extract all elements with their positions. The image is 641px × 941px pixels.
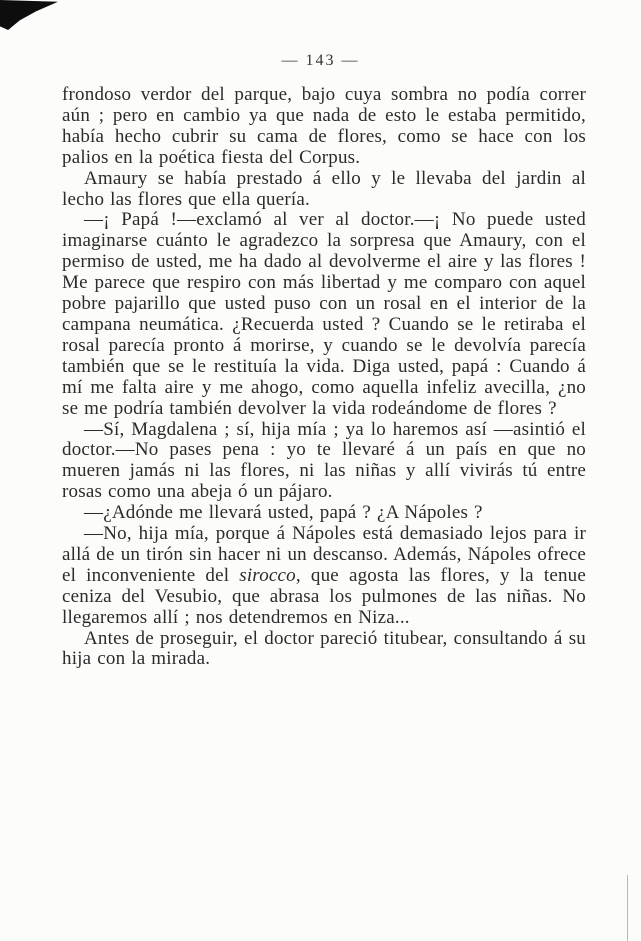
- paragraph: [62, 169, 586, 211]
- paragraph: [62, 85, 586, 169]
- text-segment: —Sí, Magdalena ; sí, hija mía ; ya lo haremos así —asintió el doctor.—No pases pena : yo te llevaré á un país en que no mueren jamás ni las flores, ni las niñas y allí vivirás tú entre rosas como una abeja ó un pájaro.: [62, 418, 586, 503]
- text-segment: Antes de proseguir, el doctor pareció titubear, consultando á su hija con la mirada.: [62, 627, 586, 670]
- text-segment: frondoso verdor del parque, bajo cuya sombra no podía correr aún ; pero en cambio ya que nada de esto le estaba permitido, había hecho cubrir su cama de flores, como se hace con los palios en la poética fiesta del Corpus.: [62, 84, 586, 168]
- paragraph: [62, 420, 586, 504]
- italic-text: sirocco: [239, 564, 296, 586]
- page-number: — 143 —: [281, 52, 360, 69]
- text-segment: —No, hija mía, porque á Nápoles está demasiado lejos para ir allá de un tirón sin hacer ni un descanso. Además, Nápoles ofrece el inconveniente del: [62, 523, 586, 586]
- paragraph: [62, 629, 586, 671]
- paragraph: [62, 503, 586, 524]
- text-segment: —¿Adónde me llevará usted, papá ? ¿A Nápoles ?: [84, 502, 483, 524]
- text-segment: —¡ Papá !—exclamó al ver al doctor.—¡ No puede usted imaginarse cuánto le agradezco la sorpresa que Amaury, con el permiso de usted, me ha dado al devolverme el aire y las flores ! Me parece que respiro con más libertad y me comparo con aquel pobre pajarillo que usted puso con un rosal en el interior de la campana neumática. ¿Recuerda usted ? Cuando se le retiraba el rosal parecía pronto á morirse, y cuando se le devolvía parecía también que se le restituía la vida. Diga usted, papá : Cuando á mí me falta aire y me ahogo, como aquella infeliz avecilla, ¿no se me podría también devolver la vida rodeándome de flores ?: [62, 209, 586, 419]
- paragraph: [62, 210, 586, 419]
- text-segment: , que agosta las flores, y la tenue ceniza del Vesubio, que abrasa los pulmones de las niñas. No llegaremos allí ; nos detendremos en Niza...: [62, 564, 586, 628]
- paragraph: [62, 524, 586, 629]
- scan-corner-mark: [0, 0, 58, 30]
- scan-edge-artifact: [627, 875, 628, 941]
- page-text: [62, 85, 586, 670]
- text-segment: Amaury se había prestado á ello y le llevaba del jardin al lecho las flores que ella quería.: [62, 167, 586, 210]
